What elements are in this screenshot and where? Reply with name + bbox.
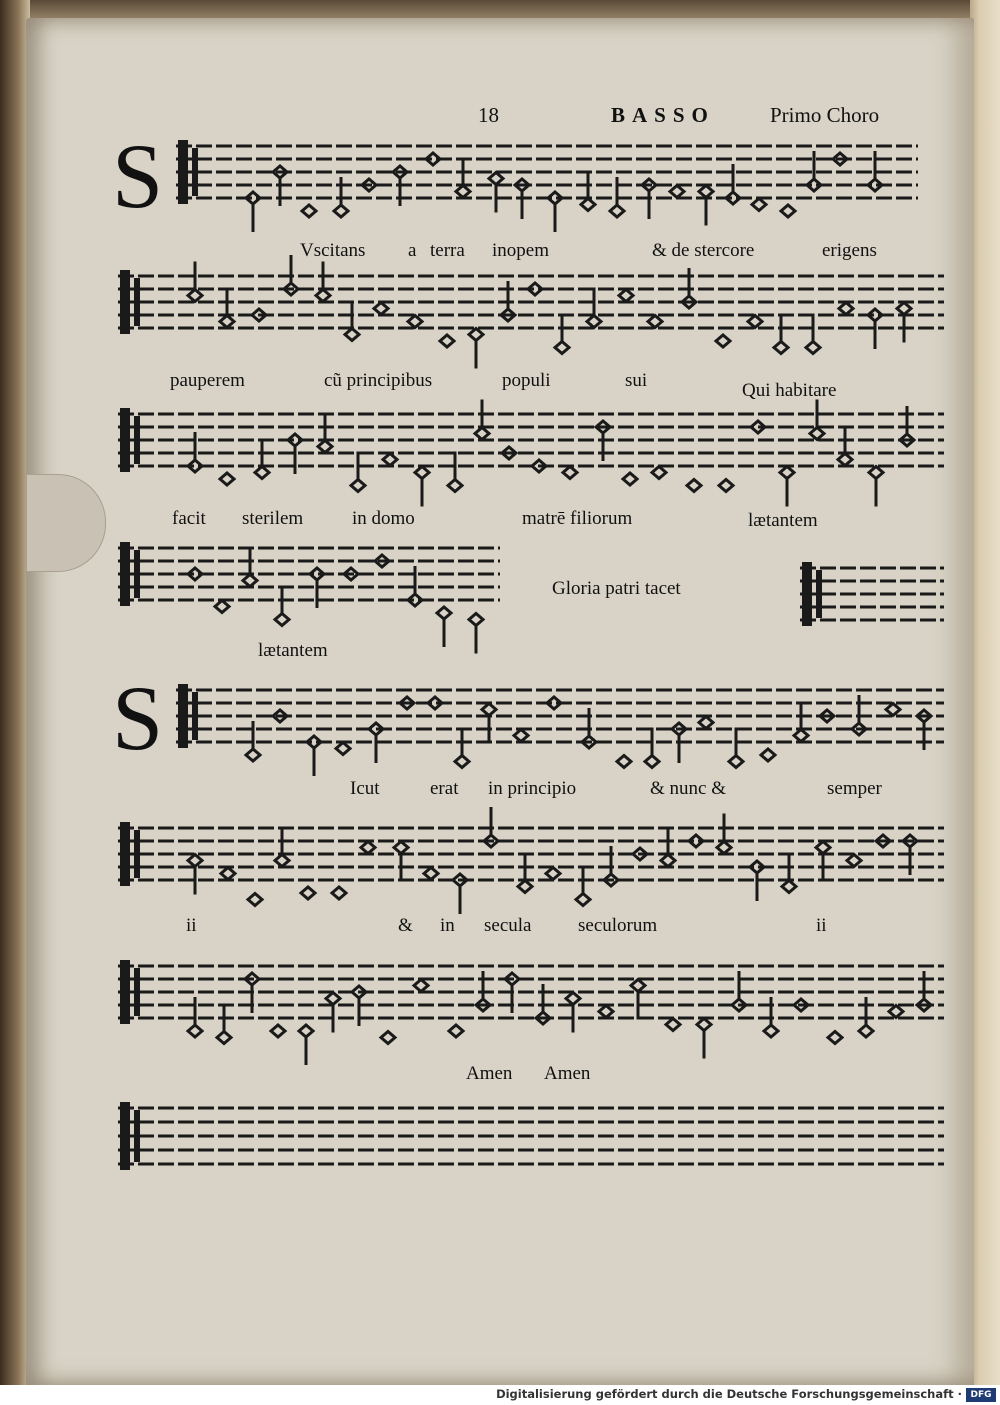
note-head — [774, 342, 788, 354]
note-head — [617, 756, 631, 768]
note-head — [661, 855, 675, 867]
note-head — [838, 454, 852, 466]
note-head — [623, 473, 637, 485]
note-head — [619, 290, 633, 302]
note-head — [566, 993, 580, 1005]
note-head — [275, 855, 289, 867]
clef-mark — [120, 408, 130, 472]
note-head — [752, 199, 766, 211]
lyric-syllable: lætantem — [258, 640, 328, 661]
note-head — [316, 290, 330, 302]
clef-mark — [120, 542, 130, 606]
note-head — [648, 316, 662, 328]
note-head — [859, 1025, 873, 1037]
note-head — [869, 467, 883, 479]
note-head — [782, 881, 796, 893]
note-head — [868, 309, 882, 321]
clef-mark — [192, 148, 198, 196]
note-head — [334, 205, 348, 217]
note-head — [666, 1019, 680, 1031]
lyric-syllable: & de stercore — [652, 240, 755, 261]
note-head — [806, 342, 820, 354]
note-head — [475, 428, 489, 440]
note-head — [781, 205, 795, 217]
page-number: 18 — [478, 103, 499, 127]
lyric-syllable: Qui habitare — [742, 380, 837, 401]
note-head — [555, 342, 569, 354]
initial-letter-2: S — [112, 667, 164, 769]
lyric-syllable: secula — [484, 915, 532, 936]
note-head — [188, 460, 202, 472]
note-head — [428, 697, 442, 709]
note-head — [332, 887, 346, 899]
lyric-syllable: inopem — [492, 240, 549, 261]
note-head — [645, 756, 659, 768]
clef-mark — [816, 570, 822, 618]
note-head — [547, 697, 561, 709]
note-head — [307, 736, 321, 748]
lyric-syllable: Vscitans — [300, 240, 366, 261]
voice-part: BASSO — [611, 103, 715, 127]
note-head — [847, 855, 861, 867]
note-head — [383, 454, 397, 466]
note-head — [652, 467, 666, 479]
clef-mark — [192, 692, 198, 740]
lyric-syllable: a — [408, 240, 417, 261]
clef-mark — [134, 278, 140, 326]
note-head — [456, 186, 470, 198]
note-head — [528, 283, 542, 295]
note-head — [288, 434, 302, 446]
lyric-syllable: seculorum — [578, 915, 658, 936]
note-head — [689, 835, 703, 847]
note-head — [719, 480, 733, 492]
note-head — [518, 881, 532, 893]
note-head — [220, 316, 234, 328]
note-head — [424, 868, 438, 880]
lyric-syllable: cũ principibus — [324, 370, 433, 391]
choir-label: Primo Choro — [770, 103, 880, 127]
clef-mark — [178, 140, 188, 204]
clef-mark — [134, 968, 140, 1016]
lyric-syllable: matrē filiorum — [522, 508, 633, 529]
clef-mark — [120, 1102, 130, 1170]
note-head — [469, 614, 483, 626]
note-head — [780, 467, 794, 479]
funding-notice: Digitalisierung gefördert durch die Deutsche Forschungsgemeinschaft · — [496, 1387, 962, 1401]
lyric-syllable: terra — [430, 240, 465, 261]
note-head — [246, 192, 260, 204]
clef-mark — [120, 822, 130, 886]
clef-mark — [178, 684, 188, 748]
note-head — [455, 756, 469, 768]
note-head — [514, 730, 528, 742]
note-head — [748, 316, 762, 328]
clef-mark — [120, 960, 130, 1024]
note-head — [271, 1025, 285, 1037]
note-head — [717, 842, 731, 854]
note-head — [299, 1025, 313, 1037]
note-head — [351, 480, 365, 492]
clef-mark — [802, 562, 812, 626]
note-head — [794, 730, 808, 742]
note-head — [408, 316, 422, 328]
lyric-syllable: & — [398, 915, 413, 936]
lyric-syllable: Icut — [350, 778, 380, 799]
note-head — [587, 316, 601, 328]
note-head — [697, 1019, 711, 1031]
clef-mark — [134, 1110, 140, 1162]
lyric-syllable: erat — [430, 778, 459, 799]
note-head — [810, 428, 824, 440]
note-head — [839, 303, 853, 315]
lyric-syllable: ii — [186, 915, 197, 936]
note-head — [336, 743, 350, 755]
note-head — [374, 303, 388, 315]
lyric-syllable: in domo — [352, 508, 415, 529]
footer-bar — [0, 1385, 1000, 1405]
note-head — [699, 717, 713, 729]
lyric-syllable: in principio — [488, 778, 577, 799]
note-head — [188, 568, 202, 580]
note-head — [448, 480, 462, 492]
lyric-syllable: facit — [172, 508, 206, 529]
note-head — [897, 303, 911, 315]
tacet-text: Gloria patri tacet — [552, 578, 681, 599]
note-head — [764, 1025, 778, 1037]
note-head — [581, 199, 595, 211]
note-head — [248, 894, 262, 906]
note-head — [188, 855, 202, 867]
note-head — [415, 467, 429, 479]
note-head — [243, 575, 257, 587]
note-head — [576, 894, 590, 906]
dfg-logo: DFG — [966, 1388, 996, 1402]
note-head — [301, 887, 315, 899]
note-head — [687, 480, 701, 492]
note-head — [729, 756, 743, 768]
note-head — [217, 1032, 231, 1044]
note-head — [414, 980, 428, 992]
lyric-syllable: lætantem — [748, 510, 818, 531]
lyric-syllable: erigens — [822, 240, 877, 261]
note-head — [546, 868, 560, 880]
note-head — [699, 186, 713, 198]
note-head — [828, 1032, 842, 1044]
note-head — [275, 614, 289, 626]
clef-mark — [134, 550, 140, 598]
note-head — [469, 329, 483, 341]
note-head — [489, 173, 503, 185]
note-head — [599, 1006, 613, 1018]
lyric-syllable: semper — [827, 778, 882, 799]
note-head — [394, 842, 408, 854]
note-head — [807, 179, 821, 191]
lyric-syllable: pauperem — [170, 370, 245, 391]
note-head — [188, 1025, 202, 1037]
lyric-syllable: & nunc & — [650, 778, 726, 799]
note-head — [449, 1025, 463, 1037]
note-head — [310, 568, 324, 580]
note-head — [610, 205, 624, 217]
note-head — [631, 980, 645, 992]
clef-mark — [120, 270, 130, 334]
note-head — [670, 186, 684, 198]
note-head — [188, 290, 202, 302]
note-head — [326, 993, 340, 1005]
lyric-syllable: populi — [502, 370, 551, 391]
initial-letter-1: S — [112, 125, 164, 227]
note-head — [868, 179, 882, 191]
note-head — [750, 861, 764, 873]
lyric-syllable: Amen — [544, 1063, 591, 1084]
note-head — [318, 441, 332, 453]
lyric-syllable: sui — [625, 370, 648, 391]
note-head — [302, 205, 316, 217]
note-head — [345, 329, 359, 341]
note-head — [482, 704, 496, 716]
lyric-syllable: Amen — [466, 1063, 513, 1084]
note-head — [548, 192, 562, 204]
note-head — [440, 335, 454, 347]
lyric-syllable: ii — [816, 915, 827, 936]
note-head — [215, 601, 229, 613]
note-head — [816, 842, 830, 854]
note-head — [361, 842, 375, 854]
note-head — [408, 594, 422, 606]
note-head — [726, 192, 740, 204]
note-head — [221, 868, 235, 880]
clef-mark — [134, 416, 140, 464]
note-head — [563, 467, 577, 479]
note-head — [437, 607, 451, 619]
note-head — [716, 335, 730, 347]
lyric-syllable: sterilem — [242, 508, 304, 529]
clef-mark — [134, 830, 140, 878]
note-head — [381, 1032, 395, 1044]
note-head — [255, 467, 269, 479]
note-head — [220, 473, 234, 485]
note-head — [761, 749, 775, 761]
note-head — [886, 704, 900, 716]
lyric-syllable: in — [440, 915, 455, 936]
note-head — [246, 749, 260, 761]
note-head — [889, 1006, 903, 1018]
note-head — [426, 153, 440, 165]
